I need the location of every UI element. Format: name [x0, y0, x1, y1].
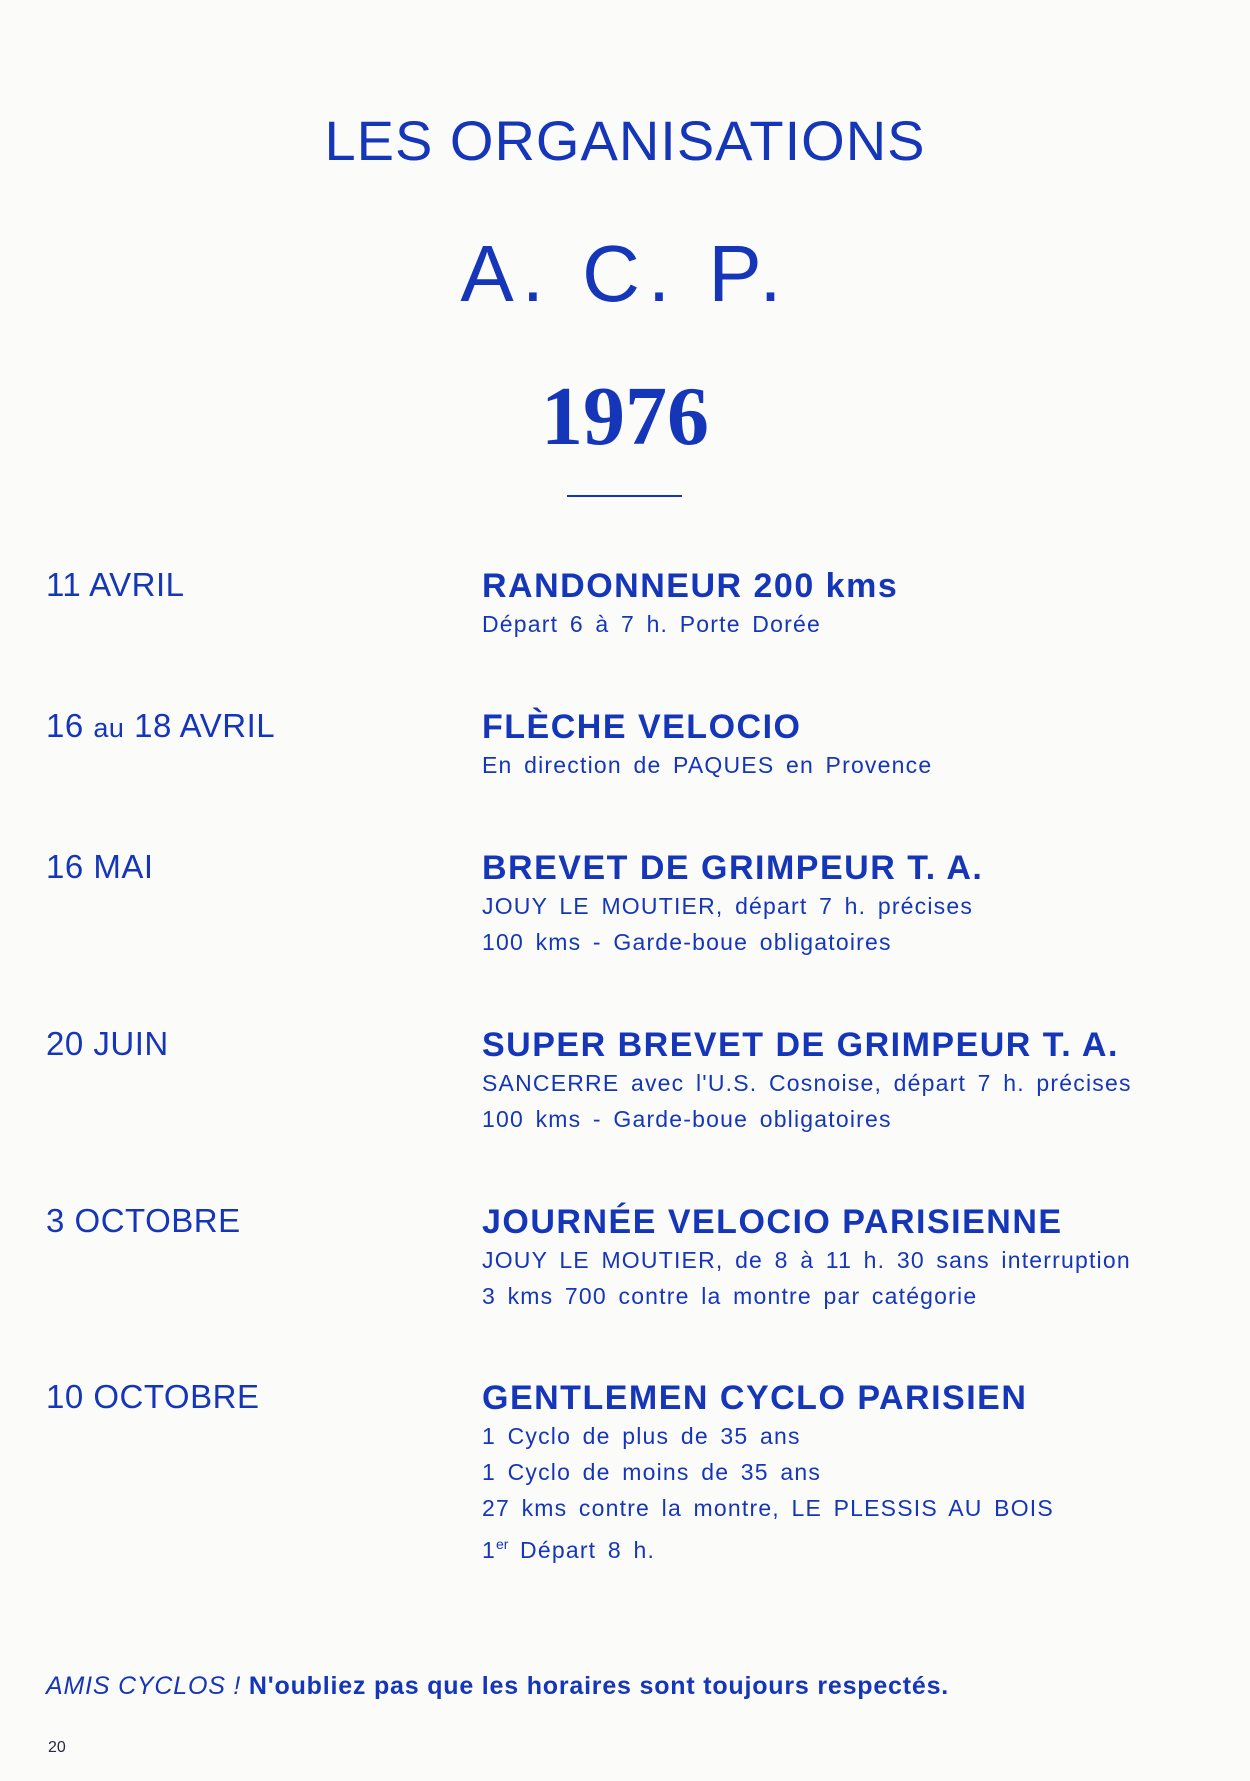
footer-reminder: N'oubliez pas que les horaires sont toujours respectés.: [248, 1672, 950, 1700]
event-date: 10 OCTOBRE: [46, 1378, 260, 1415]
event-details: [482, 848, 1242, 960]
event-date: 11 AVRIL: [46, 566, 185, 603]
footer-note: [46, 1672, 949, 1701]
event-detail-line: En direction de PAQUES en Provence: [482, 752, 933, 778]
event-detail-line: 100 kms - Garde-boue obligatoires: [482, 1106, 892, 1132]
event-title: SUPER BREVET DE GRIMPEUR T. A.: [482, 1026, 1119, 1064]
page-number: 20: [48, 1739, 66, 1756]
event-date-end: 18 AVRIL: [134, 707, 276, 744]
page-title: LES ORGANISATIONS: [324, 109, 926, 172]
event-title: FLÈCHE VELOCIO: [482, 708, 802, 746]
footer-exclamation: AMIS CYCLOS !: [46, 1672, 242, 1700]
event-detail-line: JOUY LE MOUTIER, de 8 à 11 h. 30 sans interruption: [482, 1247, 1131, 1273]
event-date-connector: au: [93, 713, 125, 743]
event-detail-line: Départ 6 à 7 h. Porte Dorée: [482, 611, 821, 637]
ordinal-suffix: er: [496, 1536, 509, 1552]
event-title: RANDONNEUR 200 kms: [482, 567, 899, 605]
event-detail-line: 3 kms 700 contre la montre par catégorie: [482, 1283, 978, 1309]
organization-acronym: A. C. P.: [460, 229, 790, 318]
event-title: JOURNÉE VELOCIO PARISIENNE: [482, 1203, 1063, 1241]
event-date: 3 OCTOBRE: [46, 1202, 241, 1239]
event-detail-line: 1 Cyclo de moins de 35 ans: [482, 1459, 822, 1485]
event-detail-line: 27 kms contre la montre, LE PLESSIS AU BOIS: [482, 1495, 1054, 1521]
event-detail-line: 100 kms - Garde-boue obligatoires: [482, 929, 892, 955]
event-detail-line: SANCERRE avec l'U.S. Cosnoise, départ 7 h. précises: [482, 1070, 1132, 1096]
event-detail-line: 1 Cyclo de plus de 35 ans: [482, 1423, 801, 1449]
event-title: BREVET DE GRIMPEUR T. A.: [482, 849, 984, 887]
event-details: [482, 1202, 1242, 1314]
event-detail-line: [482, 1526, 1242, 1568]
title-divider: [567, 495, 682, 497]
event-details: [482, 1378, 1242, 1568]
event-details: [482, 1025, 1242, 1137]
start-order-number: 1: [482, 1537, 496, 1563]
start-time-text: Départ 8 h.: [508, 1537, 656, 1563]
event-detail-line: JOUY LE MOUTIER, départ 7 h. précises: [482, 893, 974, 919]
event-details: [482, 707, 1242, 783]
event-date-start: 16: [46, 707, 84, 744]
year-heading: 1976: [541, 370, 709, 463]
event-title: GENTLEMEN CYCLO PARISIEN: [482, 1379, 1028, 1417]
event-date: 16 MAI: [46, 848, 154, 885]
event-date: 20 JUIN: [46, 1025, 169, 1062]
event-date: [46, 707, 275, 745]
event-details: [482, 566, 1242, 642]
